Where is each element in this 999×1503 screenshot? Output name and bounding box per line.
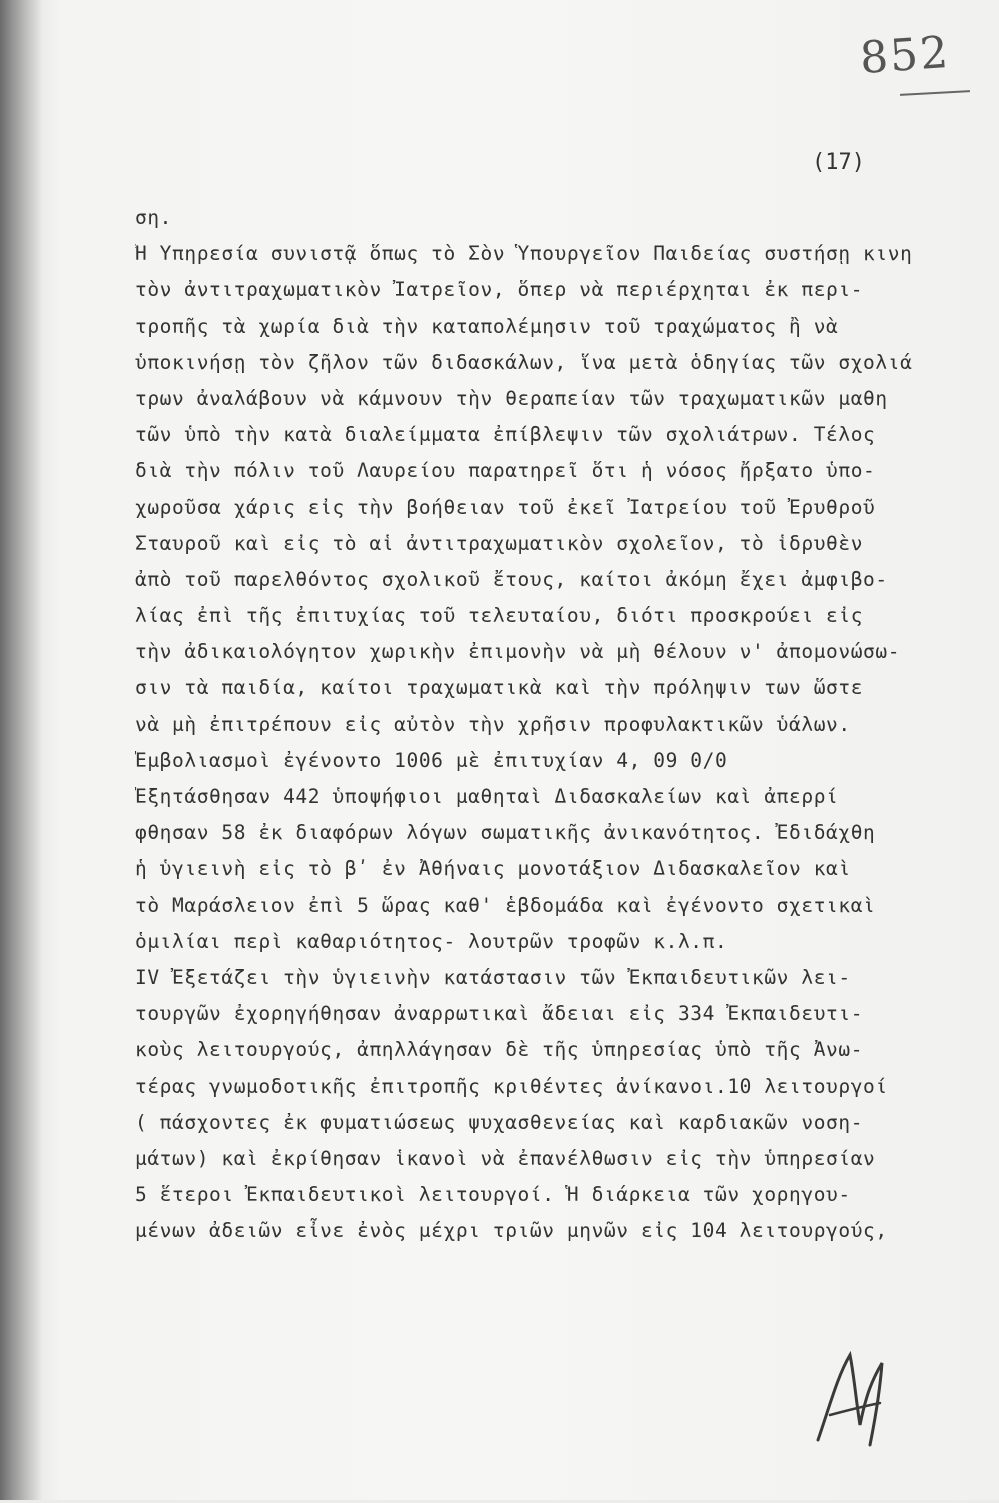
text-line: μάτων) καὶ ἐκρίθησαν ἱκανοὶ νὰ ἐπανέλθωσιν εἰς τὴν ὑπηρεσίαν [135,1146,876,1170]
scan-edge-shadow [0,0,42,1500]
text-line [135,1467,990,1503]
text-line: χωροῦσα χάρις εἰς τὴν βοήθειαν τοῦ ἐκεῖ Ἰατρείου τοῦ Ἐρυθροῦ [135,495,876,519]
text-line: τροπῆς τὰ χωρία διὰ τὴν καταπολέμησιν τοῦ τραχώματος ἢ νὰ [135,314,839,338]
text-line: ἀπὸ τοῦ παρελθόντος σχολικοῦ ἔτους, καίτοι ἀκόμη ἔχει ἀμφιβο- [135,567,888,591]
text-line: φθησαν 58 ἐκ διαφόρων λόγων σωματικῆς ἀνικανότητος. Ἐδιδάχθη [135,821,876,845]
text-line [135,1249,990,1285]
text-line: Ἡ Υπηρεσία συνιστᾷ ὅπως τὸ Σὸν Ὑπουργεῖον Παιδείας συστήσῃ κινη [135,242,913,266]
text-line: τουργῶν ἐχορηγήθησαν ἀναρρωτικαὶ ἄδειαι εἰς 334 Ἐκπαιδευτι- [135,1002,864,1026]
text-line: λίας ἐπὶ τῆς ἐπιτυχίας τοῦ τελευταίου, διότι προσκρούει εἰς [135,604,864,628]
text-line: ( πάσχοντες ἐκ φυματιώσεως ψυχασθενείας καὶ καρδιακῶν νοση- [135,1110,864,1134]
text-line: τὸ Μαράσλειον ἐπὶ 5 ὥρας καθ' ἑβδομάδα καὶ ἐγένοντο σχετικαὶ [135,893,876,917]
text-line: σιν τὰ παιδία, καίτοι τραχωματικὰ καὶ τὴν πρόληψιν των ὥστε [135,676,864,700]
text-line: ὑποκινήσῃ τὸν ζῆλον τῶν διδασκάλων, ἵνα μετὰ ὁδηγίας τῶν σχολιά [135,350,913,374]
text-line: τρων ἀναλάβουν νὰ κάμνουν τὴν θεραπείαν τῶν τραχωματικῶν μαθη [135,386,888,410]
page-number: (17) [812,150,865,175]
text-line: τῶν ὑπὸ τὴν κατὰ διαλείμματα ἐπίβλεψιν τῶν σχολιάτρων. Τέλος [135,423,876,447]
text-line: τὴν ἀδικαιολόγητον χωρικὴν ἐπιμονὴν νὰ μὴ θέλουν ν' ἀπομονώσω- [135,640,901,664]
handwritten-signature [810,1345,890,1455]
text-line: τὸν ἀντιτραχωματικὸν Ἰατρεῖον, ὅπερ νὰ περιέρχηται ἐκ περι- [135,278,864,302]
text-line: τέρας γνωμοδοτικῆς ἐπιτροπῆς κριθέντες ἀνίκανοι.10 λειτουργοί [135,1074,888,1098]
text-line: Ἐμβολιασμοὶ ἐγένοντο 1006 μὲ ἐπιτυχίαν 4, 09 0/0 [135,748,728,772]
text-line: Σταυροῦ καὶ εἰς τὸ αἱ ἀντιτραχωματικὸν σχολεῖον, τὸ ἱδρυθὲν [135,531,864,555]
text-line: διὰ τὴν πόλιν τοῦ Λαυρείου παρατηρεῖ ὅτι ἡ νόσος ἤρξατο ὑπο- [135,459,876,483]
text-line: 5 ἕτεροι Ἐκπαιδευτικοὶ λειτουργοί. Ἡ διάρκεια τῶν χορηγου- [135,1183,851,1207]
page-mark-underline [900,90,970,96]
text-line [135,1286,990,1322]
text-line: IV Ἐξετάζει τὴν ὑγιεινὴν κατάστασιν τῶν Ἐκπαιδευτικῶν λει- [135,965,851,989]
text-line: Ἐξητάσθησαν 442 ὑποψήφιοι μαθηταὶ Διδασκαλείων καὶ ἀπερρί [135,785,839,808]
typewritten-body [135,200,990,1503]
text-line: νὰ μὴ ἐπιτρέπουν εἰς αὐτὸν τὴν χρῆσιν προφυλακτικῶν ὑάλων. [135,712,851,736]
text-line: μένων ἀδειῶν εἶνε ἐνὸς μέχρι τριῶν μηνῶν εἰς 104 λειτουργούς, [135,1219,888,1243]
text-line: κοὺς λειτουργούς, ἀπηλλάγησαν δὲ τῆς ὑπηρεσίας ὑπὸ τῆς Ἀνω- [135,1038,864,1062]
text-line: ἡ ὑγιεινὴ εἰς τὸ βʹ ἐν Ἀθήναις μονοτάξιον Διδασκαλεῖον καὶ [135,857,851,881]
text-line: ὁμιλίαι περὶ καθαριότητος- λουτρῶν τροφῶν κ.λ.π. [135,929,728,953]
handwritten-page-mark: 852 [858,26,952,85]
text-line: ση. [135,206,173,229]
